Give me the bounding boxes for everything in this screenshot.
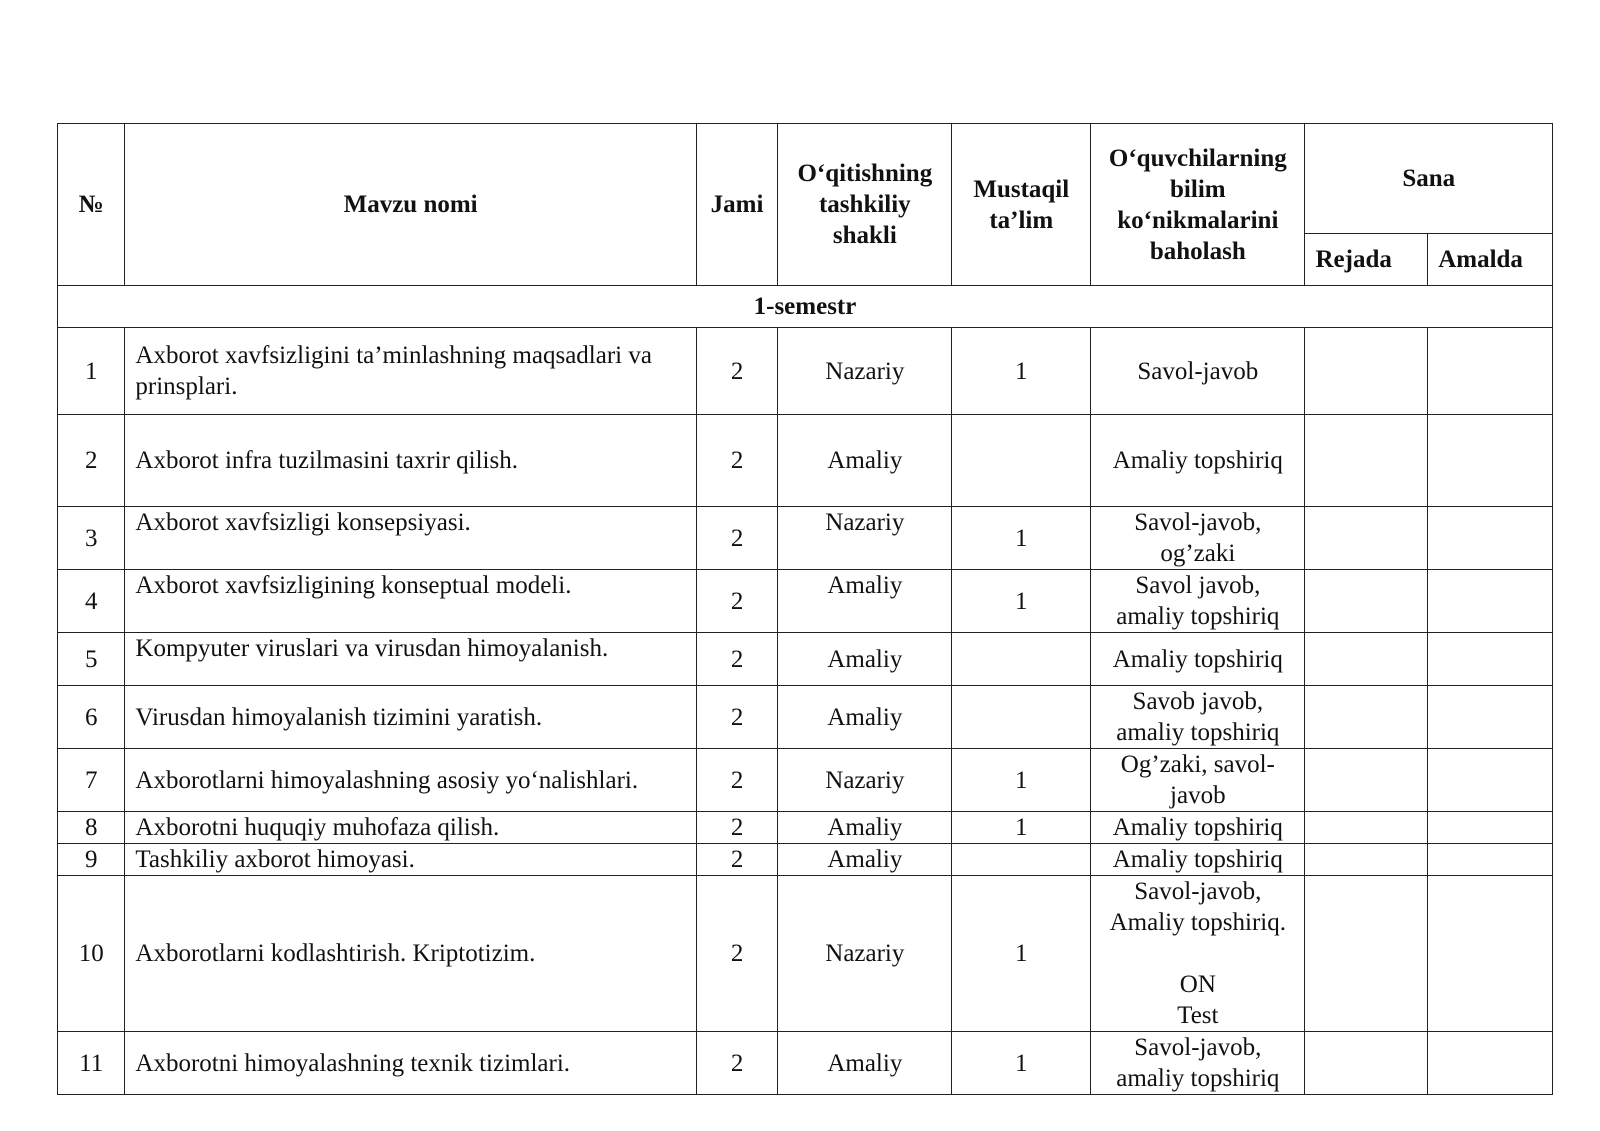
cell-topic: Kompyuter viruslari va virusdan himoyalanish. <box>125 633 696 686</box>
header-date: Sana <box>1305 124 1553 234</box>
cell-teaching-form: Nazariy <box>778 507 952 570</box>
cell-independent-study: 1 <box>952 570 1091 633</box>
cell-actual <box>1428 876 1553 1032</box>
cell-teaching-form: Amaliy <box>778 415 952 507</box>
header-total: Jami <box>696 124 777 286</box>
cell-teaching-form: Amaliy <box>778 633 952 686</box>
header-teaching-form: O‘qitishning tashkiliy shakli <box>778 124 952 286</box>
cell-number: 10 <box>58 876 125 1032</box>
cell-number: 5 <box>58 633 125 686</box>
cell-planned <box>1305 570 1428 633</box>
cell-assessment: Savol-javob, og’zaki <box>1091 507 1305 570</box>
semester-label: 1-semestr <box>58 286 1553 328</box>
table-row <box>58 749 1553 812</box>
table-row <box>58 328 1553 415</box>
cell-independent-study <box>952 844 1091 876</box>
table-row <box>58 686 1553 749</box>
cell-number: 7 <box>58 749 125 812</box>
cell-teaching-form: Nazariy <box>778 328 952 415</box>
table-row <box>58 507 1553 570</box>
cell-planned <box>1305 844 1428 876</box>
cell-number: 3 <box>58 507 125 570</box>
table-row <box>58 570 1553 633</box>
cell-planned <box>1305 749 1428 812</box>
table-row <box>58 844 1553 876</box>
cell-actual <box>1428 507 1553 570</box>
cell-total: 2 <box>696 570 777 633</box>
cell-independent-study: 1 <box>952 876 1091 1032</box>
header-topic: Mavzu nomi <box>125 124 696 286</box>
cell-assessment: Savol javob, amaliy topshiriq <box>1091 570 1305 633</box>
semester-row <box>58 286 1553 328</box>
cell-total: 2 <box>696 749 777 812</box>
cell-assessment: Amaliy topshiriq <box>1091 844 1305 876</box>
cell-actual <box>1428 1032 1553 1095</box>
cell-actual <box>1428 844 1553 876</box>
cell-independent-study: 1 <box>952 328 1091 415</box>
cell-assessment: Savol-javob, amaliy topshiriq <box>1091 1032 1305 1095</box>
cell-planned <box>1305 812 1428 844</box>
cell-planned <box>1305 633 1428 686</box>
cell-teaching-form: Amaliy <box>778 844 952 876</box>
cell-actual <box>1428 686 1553 749</box>
cell-independent-study: 1 <box>952 749 1091 812</box>
cell-number: 9 <box>58 844 125 876</box>
cell-actual <box>1428 749 1553 812</box>
cell-total: 2 <box>696 844 777 876</box>
cell-planned <box>1305 507 1428 570</box>
cell-assessment: Savol-javob <box>1091 328 1305 415</box>
cell-total: 2 <box>696 507 777 570</box>
cell-number: 11 <box>58 1032 125 1095</box>
cell-assessment: Savol-javob, Amaliy topshiriq. ON Test <box>1091 876 1305 1032</box>
header-assessment: O‘quvchilarning bilim ko‘nikmalarini baholash <box>1091 124 1305 286</box>
header-actual: Amalda <box>1428 234 1553 286</box>
cell-total: 2 <box>696 812 777 844</box>
cell-topic: Axborotni huquqiy muhofaza qilish. <box>125 812 696 844</box>
cell-topic: Axborotlarni himoyalashning asosiy yo‘nalishlari. <box>125 749 696 812</box>
cell-planned <box>1305 415 1428 507</box>
cell-number: 2 <box>58 415 125 507</box>
cell-actual <box>1428 415 1553 507</box>
cell-independent-study: 1 <box>952 1032 1091 1095</box>
table-row <box>58 1032 1553 1095</box>
cell-independent-study <box>952 633 1091 686</box>
cell-topic: Axborot infra tuzilmasini taxrir qilish. <box>125 415 696 507</box>
cell-total: 2 <box>696 415 777 507</box>
cell-planned <box>1305 1032 1428 1095</box>
cell-teaching-form: Amaliy <box>778 1032 952 1095</box>
cell-assessment: Savob javob, amaliy topshiriq <box>1091 686 1305 749</box>
cell-planned <box>1305 686 1428 749</box>
cell-topic: Axborotlarni kodlashtirish. Kriptotizim. <box>125 876 696 1032</box>
cell-number: 8 <box>58 812 125 844</box>
header-independent-study: Mustaqil ta’lim <box>952 124 1091 286</box>
cell-planned <box>1305 876 1428 1032</box>
cell-total: 2 <box>696 686 777 749</box>
table-header <box>58 124 1553 286</box>
cell-actual <box>1428 570 1553 633</box>
cell-topic: Axborot xavfsizligi konsepsiyasi. <box>125 507 696 570</box>
cell-assessment: Amaliy topshiriq <box>1091 812 1305 844</box>
cell-total: 2 <box>696 633 777 686</box>
cell-number: 6 <box>58 686 125 749</box>
cell-topic: Tashkiliy axborot himoyasi. <box>125 844 696 876</box>
cell-actual <box>1428 328 1553 415</box>
cell-assessment: Amaliy topshiriq <box>1091 633 1305 686</box>
cell-actual <box>1428 812 1553 844</box>
lesson-plan-sheet <box>57 123 1553 1095</box>
cell-teaching-form: Amaliy <box>778 812 952 844</box>
cell-topic: Axborotni himoyalashning texnik tizimlari. <box>125 1032 696 1095</box>
cell-actual <box>1428 633 1553 686</box>
cell-teaching-form: Amaliy <box>778 686 952 749</box>
cell-teaching-form: Nazariy <box>778 749 952 812</box>
cell-total: 2 <box>696 876 777 1032</box>
cell-independent-study: 1 <box>952 507 1091 570</box>
cell-independent-study: 1 <box>952 812 1091 844</box>
cell-teaching-form: Nazariy <box>778 876 952 1032</box>
cell-planned <box>1305 328 1428 415</box>
header-number: № <box>58 124 125 286</box>
cell-topic: Axborot xavfsizligini ta’minlashning maqsadlari va prinsplari. <box>125 328 696 415</box>
table-body <box>58 286 1553 1095</box>
cell-assessment: Amaliy topshiriq <box>1091 415 1305 507</box>
lesson-plan-table <box>57 123 1553 1095</box>
cell-total: 2 <box>696 1032 777 1095</box>
cell-teaching-form: Amaliy <box>778 570 952 633</box>
table-row <box>58 876 1553 1032</box>
header-planned: Rejada <box>1305 234 1428 286</box>
cell-number: 4 <box>58 570 125 633</box>
cell-total: 2 <box>696 328 777 415</box>
cell-number: 1 <box>58 328 125 415</box>
cell-topic: Virusdan himoyalanish tizimini yaratish. <box>125 686 696 749</box>
cell-assessment: Og’zaki, savol- javob <box>1091 749 1305 812</box>
cell-independent-study <box>952 686 1091 749</box>
table-row <box>58 415 1553 507</box>
cell-topic: Axborot xavfsizligining konseptual modeli. <box>125 570 696 633</box>
table-row <box>58 633 1553 686</box>
cell-independent-study <box>952 415 1091 507</box>
table-row <box>58 812 1553 844</box>
